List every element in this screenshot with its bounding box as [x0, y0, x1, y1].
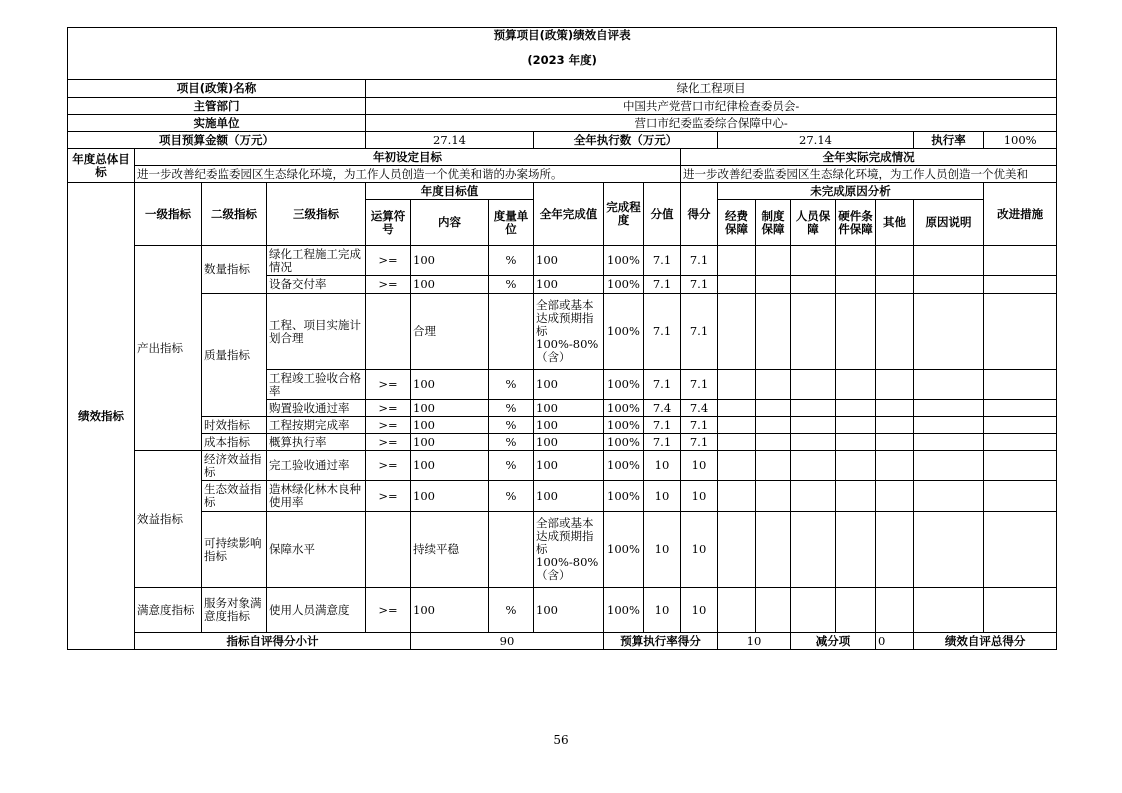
- row-score: 7.1: [681, 370, 718, 400]
- row-value: 10: [644, 512, 681, 588]
- row-value: 10: [644, 451, 681, 481]
- row-content: 100: [411, 246, 489, 276]
- group-timeliness: 时效指标: [202, 417, 267, 434]
- table-row: [68, 512, 1057, 588]
- project-name-label: 项目(政策)名称: [68, 80, 366, 98]
- row-op: [366, 512, 411, 588]
- header-reason-staff: 人员保障: [791, 200, 836, 246]
- row-name: 工程竣工验收合格率: [267, 370, 366, 400]
- header-reason-other: 其他: [876, 200, 914, 246]
- row-unit: %: [489, 588, 534, 633]
- dept-value: 中国共产党营口市纪律检查委员会-: [366, 98, 1057, 115]
- row-name: 造林绿化林木良种使用率: [267, 481, 366, 512]
- group-satisfaction: 满意度指标: [135, 588, 202, 633]
- evaluation-sheet: [67, 27, 1056, 650]
- row-content: 100: [411, 434, 489, 451]
- row-unit: %: [489, 276, 534, 294]
- group-benefit: 效益指标: [135, 451, 202, 588]
- deduct-label: 减分项: [791, 633, 876, 650]
- row-degree: 100%: [604, 370, 644, 400]
- header-reason-group: 未完成原因分析: [718, 183, 984, 200]
- row-name: 使用人员满意度: [267, 588, 366, 633]
- row-degree: 100%: [604, 451, 644, 481]
- group-economic: 经济效益指标: [202, 451, 267, 481]
- table-row: [68, 246, 1057, 276]
- row-degree: 100%: [604, 246, 644, 276]
- row-value: 7.4: [644, 400, 681, 417]
- row-op: >=: [366, 417, 411, 434]
- row-score: 7.1: [681, 246, 718, 276]
- perf-indicator-label: 绩效指标: [68, 183, 135, 650]
- row-degree: 100%: [604, 294, 644, 370]
- row-degree: 100%: [604, 588, 644, 633]
- table-row: [68, 481, 1057, 512]
- table-row: [68, 417, 1057, 434]
- row-done: 全部或基本达成预期指标100%-80%（含）: [534, 512, 604, 588]
- table-row: [68, 434, 1057, 451]
- row-op: >=: [366, 246, 411, 276]
- header-score-value: 分值: [644, 183, 681, 246]
- row-name: 绿化工程施工完成情况: [267, 246, 366, 276]
- row-content: 100: [411, 451, 489, 481]
- row-done: 100: [534, 451, 604, 481]
- row-degree: 100%: [604, 481, 644, 512]
- table-row: [68, 294, 1057, 370]
- row-content: 100: [411, 400, 489, 417]
- row-name: 设备交付率: [267, 276, 366, 294]
- row-done: 100: [534, 370, 604, 400]
- row-name: 工程、项目实施计划合理: [267, 294, 366, 370]
- row-done: 100: [534, 588, 604, 633]
- row-degree: 100%: [604, 400, 644, 417]
- row-unit: %: [489, 246, 534, 276]
- row-degree: 100%: [604, 434, 644, 451]
- group-cost: 成本指标: [202, 434, 267, 451]
- row-name: 工程按期完成率: [267, 417, 366, 434]
- row-content: 100: [411, 417, 489, 434]
- row-content: 100: [411, 276, 489, 294]
- row-value: 7.1: [644, 294, 681, 370]
- form-title-line1: 预算项目(政策)绩效自评表: [493, 27, 631, 42]
- row-value: 7.1: [644, 370, 681, 400]
- row-degree: 100%: [604, 417, 644, 434]
- header-op: 运算符号: [366, 200, 411, 246]
- row-unit: %: [489, 451, 534, 481]
- exec-label: 全年执行数（万元）: [534, 132, 718, 149]
- header-done-value: 全年完成值: [534, 183, 604, 246]
- project-name-value: 绿化工程项目: [366, 80, 1057, 98]
- table-row: [68, 588, 1057, 633]
- goal-set-text: 进一步改善纪委监委园区生态绿化环境，为工作人员创造一个优美和谐的办案场所。: [135, 166, 681, 183]
- row-score: 10: [681, 481, 718, 512]
- unit-value: 营口市纪委监委综合保障中心-: [366, 115, 1057, 132]
- goal-actual-text: 进一步改善纪委监委园区生态绿化环境，为工作人员创造一个优美和: [681, 166, 1057, 183]
- row-score: 10: [681, 512, 718, 588]
- row-unit: %: [489, 417, 534, 434]
- footer-row: [68, 633, 1057, 650]
- row-score: 10: [681, 451, 718, 481]
- row-content: 持续平稳: [411, 512, 489, 588]
- header-reason-hardware: 硬件条件保障: [836, 200, 876, 246]
- row-name: 保障水平: [267, 512, 366, 588]
- deduct-value: 0: [876, 633, 914, 650]
- row-content: 100: [411, 481, 489, 512]
- row-done: 100: [534, 276, 604, 294]
- row-done: 全部或基本达成预期指标100%-80%（含）: [534, 294, 604, 370]
- row-unit: %: [489, 434, 534, 451]
- header-level1: 一级指标: [135, 183, 202, 246]
- header-level3: 三级指标: [267, 183, 366, 246]
- group-ecological: 生态效益指标: [202, 481, 267, 512]
- budget-label: 项目预算金额（万元）: [68, 132, 366, 149]
- header-score: 得分: [681, 183, 718, 246]
- header-level2: 二级指标: [202, 183, 267, 246]
- group-quality: 质量指标: [202, 294, 267, 417]
- row-score: 7.4: [681, 400, 718, 417]
- group-sustainable: 可持续影响指标: [202, 512, 267, 588]
- row-op: >=: [366, 451, 411, 481]
- subtotal-label: 指标自评得分小计: [135, 633, 411, 650]
- table-row: [68, 451, 1057, 481]
- row-value: 10: [644, 588, 681, 633]
- budget-score-value: 10: [718, 633, 791, 650]
- header-content: 内容: [411, 200, 489, 246]
- unit-label: 实施单位: [68, 115, 366, 132]
- row-op: >=: [366, 481, 411, 512]
- row-done: 100: [534, 400, 604, 417]
- row-value: 7.1: [644, 276, 681, 294]
- header-unit: 度量单位: [489, 200, 534, 246]
- row-score: 10: [681, 588, 718, 633]
- row-op: >=: [366, 400, 411, 417]
- header-reason-system: 制度保障: [756, 200, 791, 246]
- row-name: 购置验收通过率: [267, 400, 366, 417]
- dept-label: 主管部门: [68, 98, 366, 115]
- row-value: 7.1: [644, 434, 681, 451]
- row-unit: %: [489, 400, 534, 417]
- row-name: 概算执行率: [267, 434, 366, 451]
- goal-row-label: 年度总体目标: [68, 149, 135, 183]
- form-title: [68, 28, 1057, 80]
- row-done: 100: [534, 246, 604, 276]
- row-score: 7.1: [681, 294, 718, 370]
- row-op: [366, 294, 411, 370]
- header-reason-fund: 经费保障: [718, 200, 756, 246]
- rate-label: 执行率: [914, 132, 984, 149]
- row-done: 100: [534, 434, 604, 451]
- row-score: 7.1: [681, 276, 718, 294]
- header-done-degree: 完成程度: [604, 183, 644, 246]
- row-unit: %: [489, 370, 534, 400]
- row-content: 100: [411, 370, 489, 400]
- row-degree: 100%: [604, 276, 644, 294]
- row-value: 7.1: [644, 417, 681, 434]
- group-quantity: 数量指标: [202, 246, 267, 294]
- subtotal-value: 90: [411, 633, 604, 650]
- row-op: >=: [366, 370, 411, 400]
- row-unit: [489, 512, 534, 588]
- total-label: 绩效自评总得分: [914, 633, 1057, 650]
- evaluation-table: [67, 27, 1057, 650]
- row-score: 7.1: [681, 434, 718, 451]
- goal-actual-header: 全年实际完成情况: [681, 149, 1057, 166]
- row-content: 合理: [411, 294, 489, 370]
- row-degree: 100%: [604, 512, 644, 588]
- row-value: 10: [644, 481, 681, 512]
- group-service: 服务对象满意度指标: [202, 588, 267, 633]
- group-output: 产出指标: [135, 246, 202, 451]
- row-content: 100: [411, 588, 489, 633]
- row-op: >=: [366, 434, 411, 451]
- budget-score-label: 预算执行率得分: [604, 633, 718, 650]
- header-reason-desc: 原因说明: [914, 200, 984, 246]
- row-unit: %: [489, 481, 534, 512]
- row-value: 7.1: [644, 246, 681, 276]
- row-done: 100: [534, 417, 604, 434]
- exec-value: 27.14: [718, 132, 914, 149]
- row-done: 100: [534, 481, 604, 512]
- row-name: 完工验收通过率: [267, 451, 366, 481]
- row-score: 7.1: [681, 417, 718, 434]
- row-unit: [489, 294, 534, 370]
- row-op: >=: [366, 588, 411, 633]
- row-op: >=: [366, 276, 411, 294]
- page-number: 56: [553, 733, 569, 747]
- goal-set-header: 年初设定目标: [135, 149, 681, 166]
- rate-value: 100%: [984, 132, 1057, 149]
- header-improve: 改进措施: [984, 183, 1057, 246]
- header-target-group: 年度目标值: [366, 183, 534, 200]
- budget-value: 27.14: [366, 132, 534, 149]
- form-title-line2: (2023 年度): [527, 52, 597, 67]
